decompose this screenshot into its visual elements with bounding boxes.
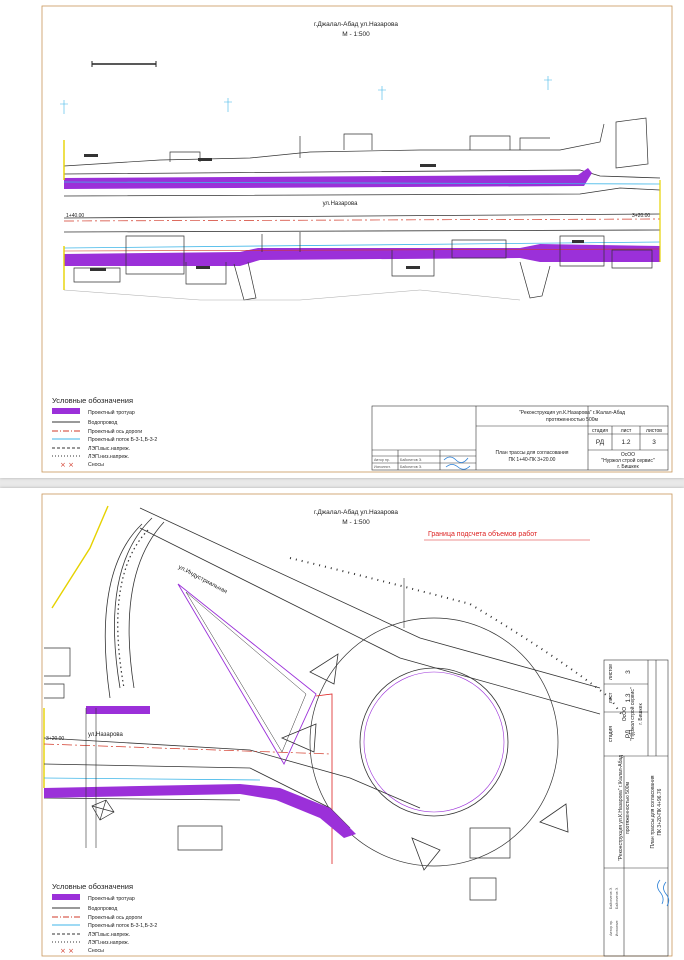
sheet-scale: М - 1:500 [342, 519, 370, 526]
stamp-sheet-no: 1.2 [621, 439, 631, 446]
stamp-org-1: ОсОО [620, 452, 636, 458]
survey-markers [60, 76, 552, 114]
stamp-name-1: Байсеитов Э. [609, 886, 613, 910]
main-street-edges [44, 738, 420, 828]
stamp-length: протяженностью 500м [546, 417, 598, 423]
left-edge-lines [86, 708, 96, 848]
stamp-org-1: ОсОО [622, 706, 628, 722]
stamp-sheet-no: 1.3 [625, 693, 632, 703]
pk-end-label: 3+20.00 [632, 213, 651, 219]
pk-start-label: 1+40.00 [66, 213, 85, 219]
street-cross-label: ул.Индустриальная [177, 564, 228, 596]
stamp-col-sheets: листов [646, 428, 662, 434]
scale-bar [92, 61, 156, 67]
drawing-sheet-1 [0, 0, 684, 478]
lower-lot-lines [64, 290, 520, 300]
road-axis-line [44, 744, 330, 754]
legend-item: Сносы [88, 462, 104, 468]
street-label: ул.Назарова [322, 201, 358, 207]
legend-item: Проектный тротуар [88, 896, 135, 902]
legend-item: Проектный тротуар [88, 410, 135, 416]
sidewalk-left-upper [86, 706, 150, 714]
legend-item: Проектный поток Б-3-1,Б-3-2 [88, 923, 158, 929]
legend-item: Проектный поток Б-3-1,Б-3-2 [88, 437, 158, 443]
stamp-role-1: Автор пр. [609, 920, 613, 936]
sheet-scale: М - 1:500 [342, 31, 370, 38]
left-curved-road [105, 518, 164, 698]
sheet-title: г.Джалал-Абад ул.Назарова [314, 21, 398, 28]
stamp-role-2: Исполнит. [615, 919, 619, 937]
stamp-name-2: Байсеитов Э. [400, 465, 423, 469]
stamp-name-2: Байсеитов Э. [615, 886, 619, 910]
industrial-street [140, 508, 600, 714]
stamp-col-sheet: лист [608, 692, 614, 704]
stamp-drawing-title: План трассы для согласования [495, 450, 569, 456]
legend-item: ЛЭП.низ.напреж. [88, 454, 130, 460]
road-axis-line [64, 219, 660, 221]
legend-item: Проектный ось дороги [88, 429, 143, 435]
stamp-project: "Реконструкция ул.К.Назарова" г.Жалал-Абад [518, 410, 626, 416]
stamp-org-3: г. Бишкек [638, 703, 644, 725]
sheet-2-drawing [0, 488, 684, 960]
sheet-frame [42, 6, 672, 472]
dotted-boundary [290, 558, 610, 698]
pk-start-label: 3+20.00 [46, 736, 65, 742]
legend-swatch-demolition: × × [60, 947, 74, 955]
sheet-frame [42, 494, 672, 956]
stamp-org-3: г. Бишкек [617, 464, 639, 470]
stamp-drawing-range: ПК 1+40-ПК 3+20.00 [508, 457, 556, 463]
legend-swatch-sidewalk [52, 894, 80, 900]
stamp-drawing-range: ПК 3+20-ПК 4+96.76 [657, 788, 663, 836]
stamp-stage: РД [625, 729, 632, 739]
legend-swatch-sidewalk [52, 408, 80, 414]
stamp-sheets-total: 3 [625, 670, 632, 674]
legend-title: Условные обозначения [52, 882, 134, 891]
legend-item: Водопровод [88, 906, 118, 912]
sheet-1-drawing [0, 0, 684, 478]
stamp-drawing-title: План трассы для согласования [650, 775, 656, 849]
stamp-role-1: Автор пр. [374, 458, 390, 462]
stamp-col-sheet: лист [620, 428, 632, 434]
stamp-org-2: "Нуржол строй сервис" [630, 687, 636, 741]
sheet-title: г.Джалал-Абад ул.Назарова [314, 509, 398, 516]
stamp-role-2: Исполнит. [374, 465, 391, 469]
stamp-sheets-total: 3 [652, 439, 656, 446]
legend [52, 396, 157, 469]
triangle-island [178, 584, 316, 764]
legend [52, 882, 157, 955]
street-label: ул.Назарова [88, 732, 123, 738]
stamp-project: "Реконструкция ул.К.Назарова" г.Жалал-Абад [618, 754, 624, 862]
roundabout-islands [282, 654, 568, 870]
legend-item: Проектный ось дороги [88, 915, 143, 921]
legend-title: Условные обозначения [52, 396, 134, 405]
boundary-yellow-left [52, 506, 108, 608]
buildings [44, 648, 510, 900]
stamp-org-2: "Нуржол строй сервис" [601, 458, 655, 464]
legend-item: ЛЭП.низ.напреж. [88, 940, 130, 946]
upper-sidewalk [64, 168, 592, 189]
stamp-col-stage: стадия [608, 726, 614, 742]
legend-swatch-demolition: × × [60, 461, 74, 469]
sidewalk-lower [44, 784, 356, 838]
legend-item: ЛЭП.выс.напреж. [88, 932, 131, 938]
drawing-sheet-2 [0, 488, 684, 960]
signature-mark [658, 880, 669, 906]
stamp-length: протяженностью 500м [625, 782, 631, 834]
stamp-name-1: Байсеитов Э. [400, 458, 423, 462]
water-line [44, 778, 260, 780]
red-boundary-line [316, 694, 332, 864]
stamp-col-stage: стадия [592, 428, 608, 434]
legend-item: Сносы [88, 948, 104, 954]
boundary-note: Граница подсчета объемов работ [428, 531, 538, 538]
legend-item: ЛЭП.выс.напреж. [88, 446, 131, 452]
stamp-col-sheets: листов [608, 664, 614, 680]
legend-item: Водопровод [88, 420, 118, 426]
stamp-stage: РД [595, 439, 605, 446]
upper-lot-lines [64, 118, 648, 168]
